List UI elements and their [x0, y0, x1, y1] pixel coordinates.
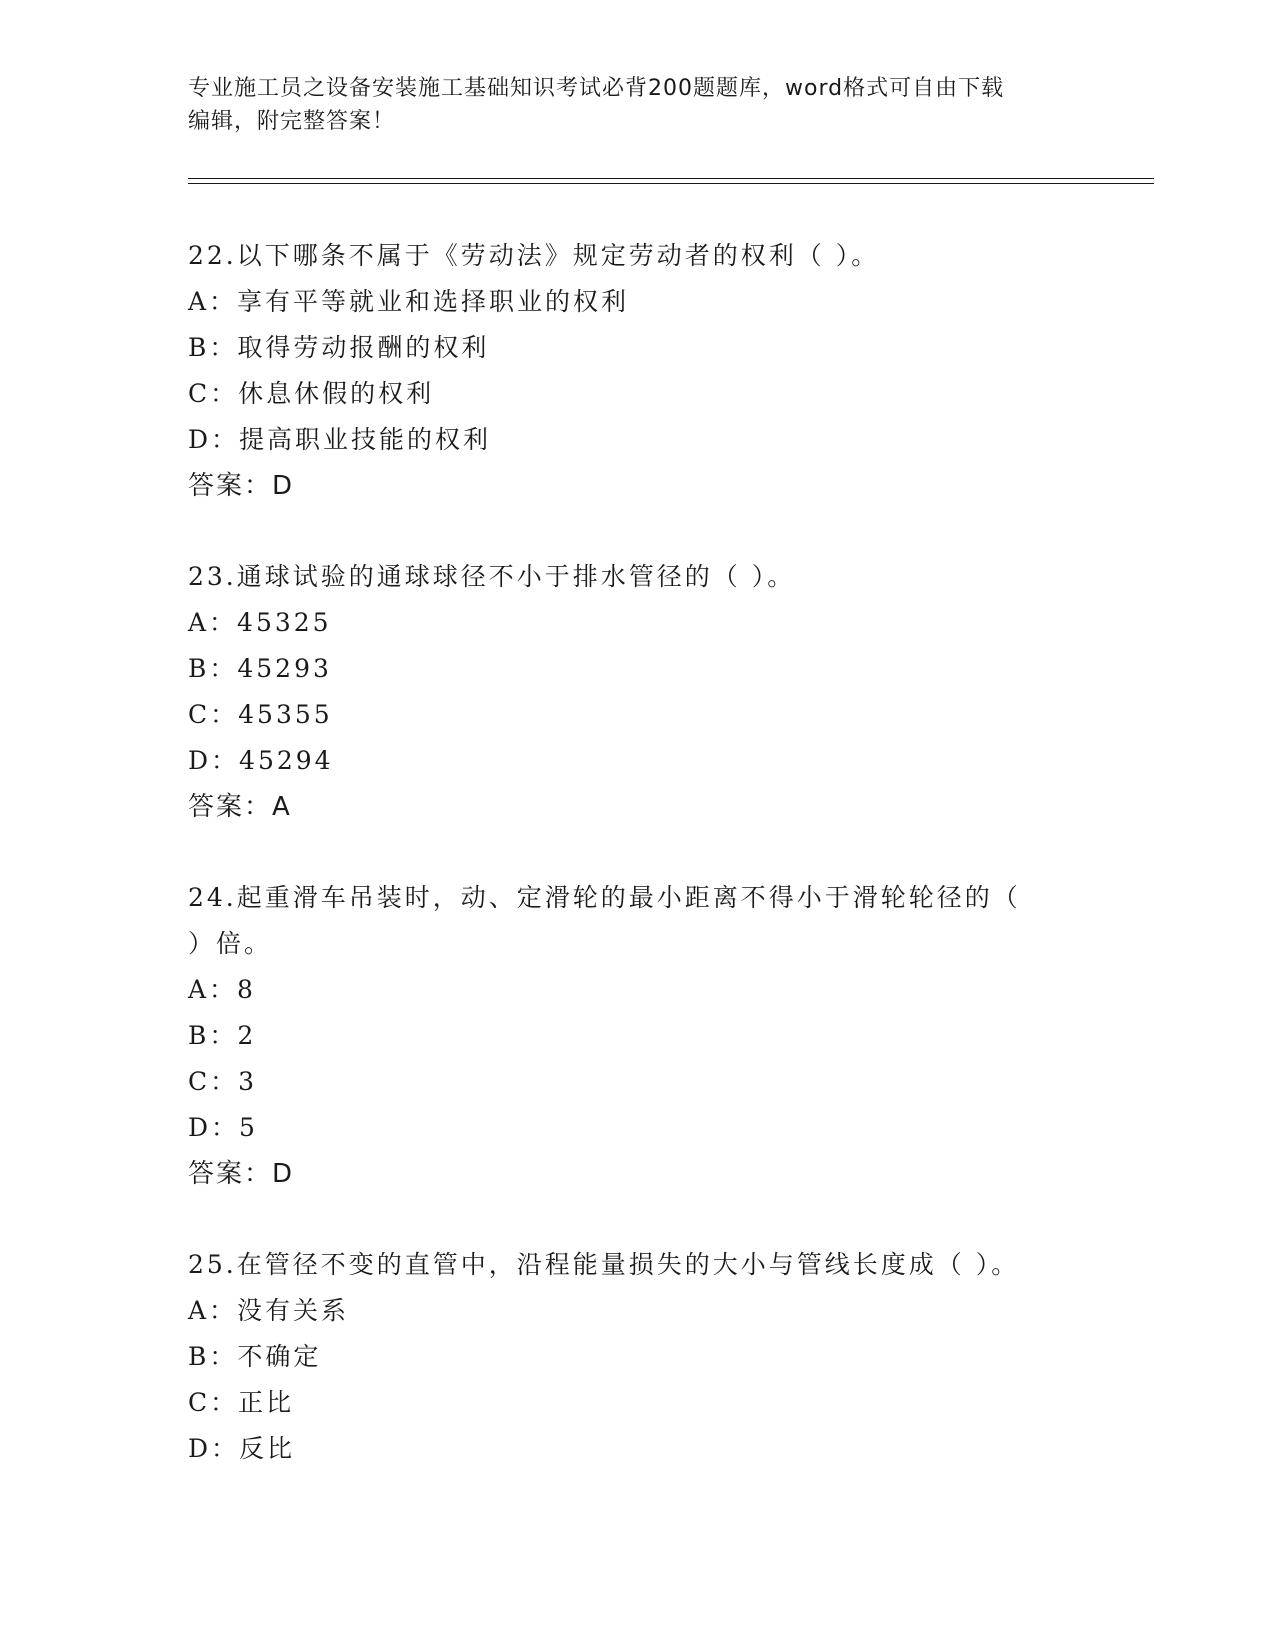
option-d: D：反比 — [188, 1434, 296, 1463]
option-a: A：没有关系 — [188, 1296, 350, 1325]
option-b: B：取得劳动报酬的权利 — [188, 333, 490, 362]
option-d: D：45294 — [188, 746, 334, 775]
question-23 — [188, 554, 1148, 830]
option-d: D：5 — [188, 1113, 258, 1142]
answer: 答案：A — [188, 792, 292, 822]
answer: 答案：D — [188, 1159, 295, 1189]
header-line-1: 专业施工员之设备安装施工基础知识考试必背200题题库，word格式可自由下载 — [188, 76, 1005, 101]
option-a: A：8 — [188, 975, 256, 1004]
option-a: A：45325 — [188, 608, 332, 637]
answer: 答案：D — [188, 471, 295, 501]
option-b: B：不确定 — [188, 1342, 322, 1371]
question-spacer — [188, 509, 1148, 554]
header-line-2: 编辑，附完整答案！ — [188, 109, 396, 134]
option-c: C：正比 — [188, 1388, 295, 1417]
option-b: B：45293 — [188, 654, 332, 683]
option-a: A：享有平等就业和选择职业的权利 — [188, 287, 630, 316]
option-c: C：休息休假的权利 — [188, 379, 435, 408]
question-stem-line-1: 24.起重滑车吊装时，动、定滑轮的最小距离不得小于滑轮轮径的（ — [188, 883, 1021, 912]
question-spacer — [188, 830, 1148, 875]
question-24 — [188, 875, 1148, 1197]
header-divider-top — [188, 178, 1154, 179]
header-divider-bottom — [188, 183, 1154, 184]
option-c: C：3 — [188, 1067, 258, 1096]
question-stem: 23.通球试验的通球球径不小于排水管径的（ ）。 — [188, 562, 796, 591]
question-stem-line-2: ）倍。 — [188, 929, 273, 958]
question-list — [188, 233, 1148, 1472]
question-spacer — [188, 1197, 1148, 1242]
question-stem: 22.以下哪条不属于《劳动法》规定劳动者的权利（ ）。 — [188, 241, 880, 270]
option-c: C：45355 — [188, 700, 333, 729]
question-stem: 25.在管径不变的直管中，沿程能量损失的大小与管线长度成（ ）。 — [188, 1250, 1020, 1279]
question-22 — [188, 233, 1148, 509]
option-d: D：提高职业技能的权利 — [188, 425, 492, 454]
question-25 — [188, 1242, 1148, 1472]
option-b: B：2 — [188, 1021, 257, 1050]
document-header — [188, 72, 1088, 138]
